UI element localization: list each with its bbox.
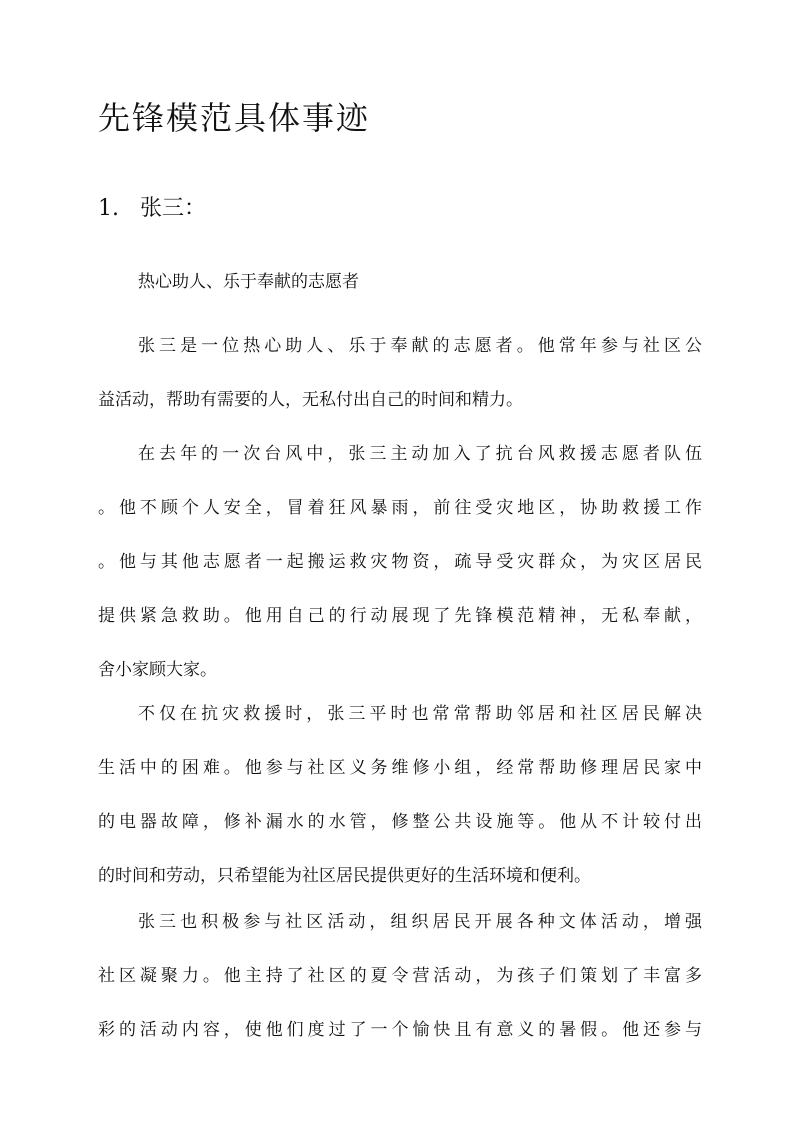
paragraph-4 <box>98 895 702 1057</box>
paragraph-3 <box>98 687 702 903</box>
paragraph-2 <box>98 427 702 697</box>
paragraph-1 <box>98 319 702 427</box>
paragraph-line: 的电器故障，修补漏水的水管，修整公共设施等。他从不计较付出 <box>98 812 702 832</box>
section-name: 张三： <box>140 196 207 221</box>
paragraph-line: 舍小家顾大家。 <box>98 660 217 680</box>
paragraph-line: 在去年的一次台风中，张三主动加入了抗台风救援志愿者队伍 <box>138 444 702 464</box>
paragraph-line: 的时间和劳动，只希望能为社区居民提供更好的生活环境和便利。 <box>98 866 591 886</box>
paragraph-line: 张三也积极参与社区活动，组织居民开展各种文体活动，增强 <box>138 912 702 932</box>
paragraph-line: 。他与其他志愿者一起搬运救灾物资，疏导受灾群众，为灾区居民 <box>98 552 702 572</box>
document-title: 先锋模范具体事迹 <box>98 99 371 137</box>
paragraph-line: 张三是一位热心助人、乐于奉献的志愿者。他常年参与社区公 <box>138 336 702 356</box>
paragraph-line: 生活中的困难。他参与社区义务维修小组，经常帮助修理居民家中 <box>98 758 702 778</box>
paragraph-line: 彩的活动内容，使他们度过了一个愉快且有意义的暑假。他还参与 <box>98 1020 702 1040</box>
paragraph-line: 。他不顾个人安全，冒着狂风暴雨，前往受灾地区，协助救援工作 <box>98 498 702 518</box>
paragraph-line: 社区凝聚力。他主持了社区的夏令营活动，为孩子们策划了丰富多 <box>98 966 702 986</box>
paragraph-line: 提供紧急救助。他用自己的行动展现了先锋模范精神，无私奉献， <box>98 606 702 626</box>
paragraph-line: 不仅在抗灾救援时，张三平时也常常帮助邻居和社区居民解决 <box>138 704 702 724</box>
paragraph-line: 益活动，帮助有需要的人，无私付出自己的时间和精力。 <box>98 390 523 410</box>
section-subtitle: 热心助人、乐于奉献的志愿者 <box>138 272 359 292</box>
section-number: 1. <box>98 196 119 221</box>
section-heading <box>98 192 206 226</box>
